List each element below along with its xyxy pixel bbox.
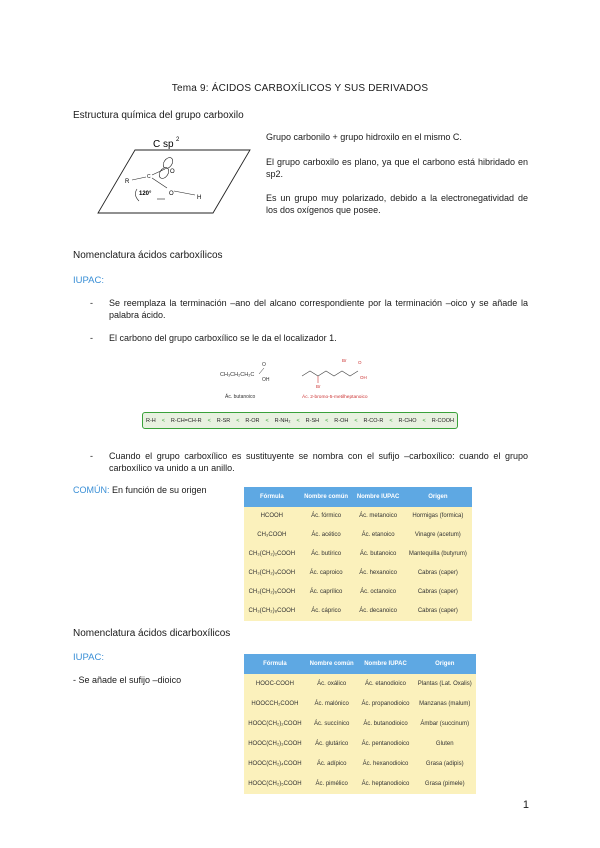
bullet-locator: - El carbono del grupo carboxílico se le da el localizador 1. — [90, 333, 337, 343]
table-header: Origen — [414, 654, 476, 674]
section-heading-dicarboxylic: Nomenclatura ácidos dicarboxílicos — [73, 628, 231, 639]
paragraph-polarized: Es un grupo muy polarizado, debido a la electronegatividad de los dos oxígenos que posee. — [266, 193, 528, 215]
table-cell: Cabras (caper) — [404, 583, 472, 602]
section-heading-structure: Estructura química del grupo carboxilo — [73, 110, 244, 121]
priority-group: R-CH=CH-R — [170, 417, 202, 424]
table-cell: Ác. etanodioico — [358, 674, 414, 694]
priority-group: R-OH — [334, 417, 349, 424]
heptanoic-name: Ác. 2-bromo-5-metilheptanoico — [302, 395, 368, 400]
table-row — [244, 583, 472, 602]
table-cell: Manzanas (malum) — [414, 694, 476, 714]
table-cell: HOOCCH₂COOH — [244, 694, 306, 714]
angle-label: 120° — [139, 191, 152, 197]
iupac-label-dicarboxylic: IUPAC: — [73, 652, 104, 663]
table-cell: Ác. pentanodioico — [358, 734, 414, 754]
dicarboxylic-table — [244, 654, 476, 794]
table-cell: Hormigas (formica) — [404, 507, 472, 526]
table-cell: Ác. succínico — [306, 714, 358, 734]
priority-group: R-OR — [245, 417, 260, 424]
table-cell: CH₃(CH₂)₄COOH — [244, 564, 300, 583]
svg-text:Br: Br — [316, 384, 321, 389]
butanoic-formula: CH₃CH₂CH₂C — [220, 372, 255, 378]
table-header: Nombre común — [306, 654, 358, 674]
table-cell: Grasa (pimele) — [414, 774, 476, 794]
table-row — [244, 694, 476, 714]
svg-text:O: O — [262, 362, 266, 368]
comun-label: COMÚN: — [73, 485, 110, 495]
table-cell: Ác. acético — [300, 526, 353, 545]
table-cell: Ác. metanoico — [352, 507, 403, 526]
table-header: Nombre IUPAC — [352, 487, 403, 507]
table-cell: HOOC(CH₂)₃COOH — [244, 734, 306, 754]
bullet-substituent: - Cuando el grupo carboxílico es sustituyente se nombra con el sufijo –carboxílico: cuando el grupo carboxílico va unido a un anillo. — [90, 451, 528, 473]
butanoic-name: Ác. butanoico — [225, 394, 256, 400]
table-row — [244, 545, 472, 564]
svg-text:OH: OH — [360, 375, 367, 380]
table-cell: Ác. butanoico — [352, 545, 403, 564]
table-cell: Ác. fórmico — [300, 507, 353, 526]
bullet-dioico: - Se añade el sufijo –dioico — [73, 675, 182, 685]
paragraph-planar: El grupo carboxilo es plano, ya que el carbono está hibridado en sp2. — [266, 157, 528, 179]
table-row — [244, 564, 472, 583]
priority-separator: < — [422, 417, 426, 424]
svg-text:C: C — [147, 174, 151, 180]
priority-group: R-SR — [216, 417, 231, 424]
table-cell: Ác. butanodioico — [358, 714, 414, 734]
priority-group: R-NH₂ — [274, 417, 291, 424]
priority-separator: < — [265, 417, 269, 424]
table-cell: Mantequilla (butyrum) — [404, 545, 472, 564]
table-cell: Ác. hexanodioico — [358, 754, 414, 774]
table-cell: Ác. butírico — [300, 545, 353, 564]
svg-text:Br: Br — [342, 358, 347, 363]
table-cell: Ác. heptanodioico — [358, 774, 414, 794]
priority-separator: < — [354, 417, 358, 424]
table-header: Fórmula — [244, 487, 300, 507]
priority-group: R-H — [145, 417, 156, 424]
table-cell: Ác. octanoico — [352, 583, 403, 602]
priority-group: R-SH — [305, 417, 320, 424]
table-cell: Ác. caproico — [300, 564, 353, 583]
svg-text:O: O — [358, 360, 362, 365]
svg-text:O: O — [169, 191, 174, 197]
table-row — [244, 774, 476, 794]
table-row — [244, 674, 476, 694]
table-row — [244, 526, 472, 545]
table-cell: Cabras (caper) — [404, 602, 472, 621]
comun-line — [73, 485, 207, 495]
table-cell: CH₃(CH₂)₂COOH — [244, 545, 300, 564]
h-label: H — [197, 195, 202, 201]
table-row — [244, 734, 476, 754]
table-cell: CH₃(CH₂)₈COOH — [244, 602, 300, 621]
table-header: Nombre común — [300, 487, 353, 507]
molecule-examples — [210, 354, 400, 409]
table-row — [244, 507, 472, 526]
table-cell: HOOC(CH₂)₄COOH — [244, 754, 306, 774]
table-cell: Grasa (adipis) — [414, 754, 476, 774]
table-cell: Ác. etanoico — [352, 526, 403, 545]
comun-text: En función de su origen — [109, 485, 207, 495]
table-cell: HOOC(CH₂)₂COOH — [244, 714, 306, 734]
page-number: 1 — [522, 799, 529, 811]
table-cell: Ác. hexanoico — [352, 564, 403, 583]
table-cell: Ác. pimélico — [306, 774, 358, 794]
priority-separator: < — [236, 417, 240, 424]
table-cell: HOOC(CH₂)₅COOH — [244, 774, 306, 794]
table-row — [244, 602, 472, 621]
table-cell: HCOOH — [244, 507, 300, 526]
priority-separator: < — [325, 417, 329, 424]
table-cell: Plantas (Lat. Oxalis) — [414, 674, 476, 694]
priority-separator: < — [389, 417, 393, 424]
priority-separator: < — [296, 417, 300, 424]
heptanoic-chain — [302, 371, 358, 376]
r-label: R — [125, 179, 130, 185]
priority-group: R-CO-R — [363, 417, 384, 424]
table-cell: Ác. cáprico — [300, 602, 353, 621]
hybrid-superscript: 2 — [176, 137, 180, 143]
table-cell: Ác. glutárico — [306, 734, 358, 754]
table-cell: Ác. caprílico — [300, 583, 353, 602]
priority-separator: < — [161, 417, 165, 424]
priority-group: R-CHO — [398, 417, 417, 424]
bullet-termination: - Se reemplaza la terminación –ano del alcano correspondiente por la terminación –oico y se añade la palabra ácido. — [90, 298, 528, 320]
table-cell: Cabras (caper) — [404, 564, 472, 583]
table-cell: Gluten — [414, 734, 476, 754]
monocarboxylic-table — [244, 487, 472, 621]
table-cell: Vinagre (acetum) — [404, 526, 472, 545]
table-cell: Ác. propanodioico — [358, 694, 414, 714]
table-header-row — [244, 654, 476, 674]
table-header: Fórmula — [244, 654, 306, 674]
page-title: Tema 9: ÁCIDOS CARBOXÍLICOS Y SUS DERIVADOS — [171, 83, 429, 94]
section-heading-nomenclature: Nomenclatura ácidos carboxílicos — [73, 250, 223, 261]
hybrid-label: C sp — [153, 139, 174, 150]
functional-group-priority-bar — [142, 412, 458, 429]
table-header: Origen — [404, 487, 472, 507]
table-cell: Ác. adípico — [306, 754, 358, 774]
table-cell: Ác. malónico — [306, 694, 358, 714]
table-cell: CH₃(CH₂)₆COOH — [244, 583, 300, 602]
table-cell: Ámbar (succinum) — [414, 714, 476, 734]
iupac-label: IUPAC: — [73, 275, 104, 286]
table-row — [244, 754, 476, 774]
table-cell: CH₃COOH — [244, 526, 300, 545]
plane-outline — [98, 150, 250, 213]
carboxyl-plane-diagram — [95, 133, 255, 218]
priority-group: R-COOH — [431, 417, 455, 424]
table-header-row — [244, 487, 472, 507]
paragraph-carbonyl: Grupo carbonilo + grupo hidroxilo en el mismo C. — [266, 132, 462, 142]
table-row — [244, 714, 476, 734]
table-header: Nombre IUPAC — [358, 654, 414, 674]
table-cell: Ác. oxálico — [306, 674, 358, 694]
table-cell: HOOC-COOH — [244, 674, 306, 694]
o-label: O — [170, 169, 175, 175]
svg-text:OH: OH — [262, 377, 270, 383]
priority-separator: < — [207, 417, 211, 424]
table-cell: Ác. decanoico — [352, 602, 403, 621]
